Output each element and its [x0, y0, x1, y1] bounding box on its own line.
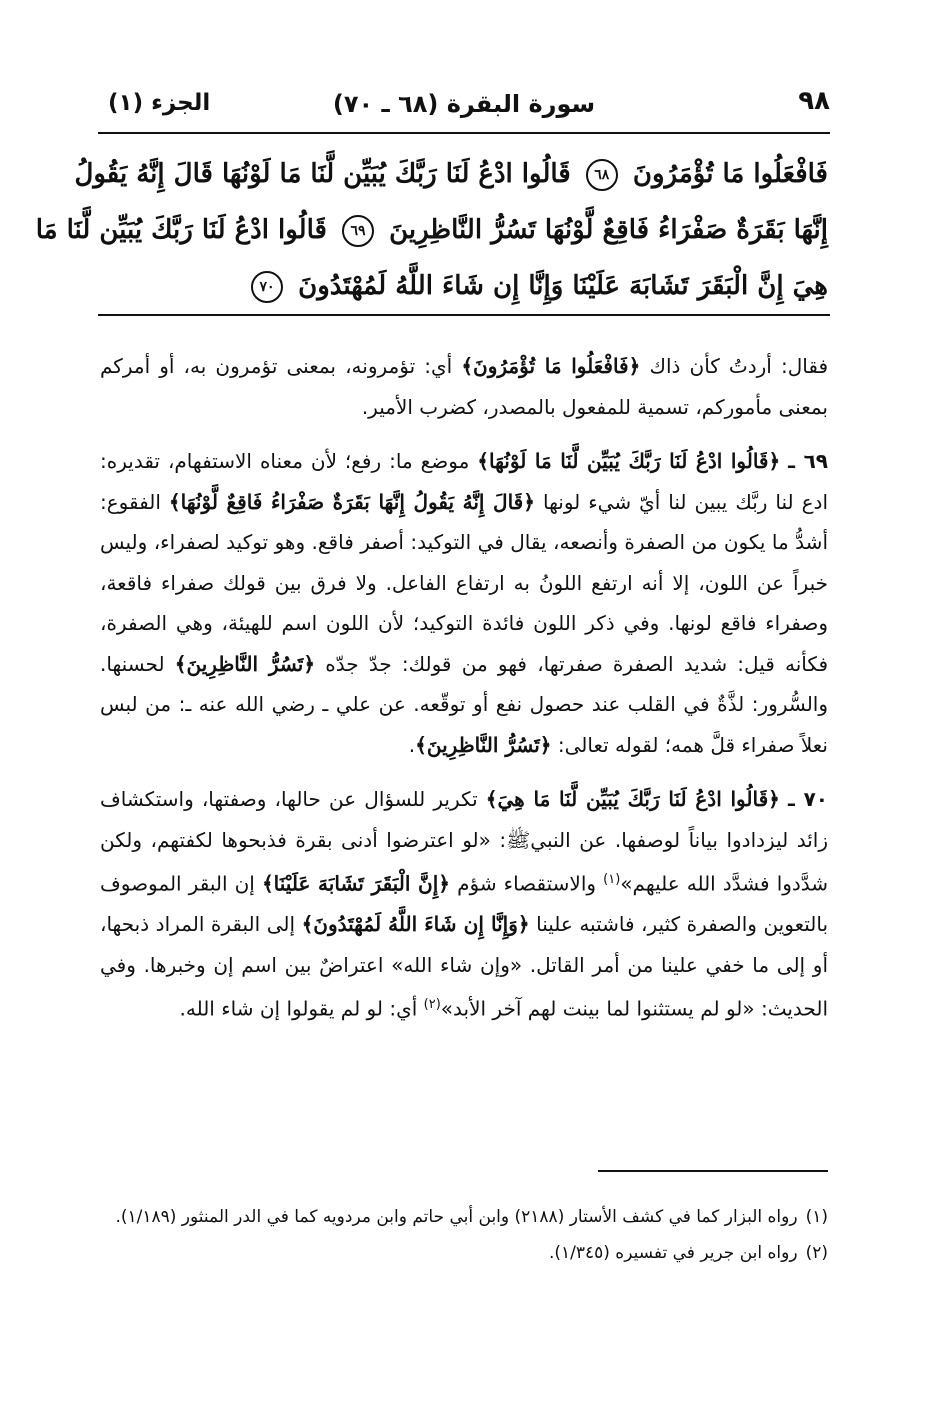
- quran-line: [35, 202, 828, 258]
- surah-title: سورة البقرة (٦٨ ـ ٧٠): [332, 90, 596, 118]
- quran-segment: إِنَّهَا بَقَرَةٌ صَفْرَاءُ فَاقِعٌ لَّوْنُهَا تَسُرُّ النَّاظِرِينَ: [389, 215, 828, 245]
- verse-number-marker: ٦٨: [586, 159, 618, 191]
- commentary-paragraph-verse-69: [100, 441, 828, 765]
- commentary-text: الفقوع: أشدُّ ما يكون من الصفرة وأنصعه، يقال في التوكيد: أصفر فاقع. وهو توكيد لصفراء، وليس خبراً عن اللون، إلا أنه ارتفع اللونُ به ارتفاع الفاعل. ولا فرق بين قولك صفراء فاقعة، وصفراء فاقع لونها. وفي ذكر اللون فائدة التوكيد؛ لأن اللون اسم للهيئة، وهي الصفرة، فكأنه قيل: شديد الصفرة صفرتها، فهو من قولك: جدّ جدّه: [100, 489, 828, 676]
- footnote-number: (١): [805, 1207, 828, 1227]
- commentary-text: موضع ما: رفع؛ لأن معناه الاستفهام، تقديره: ادع لنا ربَّك يبين لنا أيّ شيء لونها: [100, 449, 829, 514]
- commentary-text: فقال: أردتُ كأن ذاك: [649, 354, 829, 378]
- footnote-text: رواه البزار كما في كشف الأستار (٢١٨٨) وابن أبي حاتم وابن مردويه كما في الدر المنثور (١/١٨٩).: [115, 1207, 798, 1227]
- quran-quote: ﴿تَسُرُّ النَّاظِرِينَ﴾: [415, 732, 552, 757]
- commentary-text: أي: تؤمرونه، بمعنى تؤمرون به، أو أمركم بمعنى مأموركم، تسمية للمفعول بالمصدر، كضرب الأمير.: [100, 354, 828, 419]
- commentary-paragraph: [100, 346, 828, 427]
- commentary-text: والاستقصاء شؤم: [457, 871, 597, 896]
- footnote-reference[interactable]: (٢): [423, 997, 441, 1013]
- page-header: [98, 86, 830, 126]
- footnotes-block: [100, 1202, 828, 1274]
- quran-quote: ﴿تَسُرُّ النَّاظِرِينَ﴾: [174, 651, 316, 676]
- commentary-paragraph-verse-70: [100, 779, 828, 1029]
- footnote: [100, 1238, 828, 1268]
- verse-number: ٦٩ ـ: [788, 449, 828, 473]
- quran-quote: ﴿قَالَ إِنَّهُ يَقُولُ إِنَّهَا بَقَرَةٌ صَفْرَاءُ فَاقِعٌ لَّوْنُهَا﴾: [168, 489, 535, 514]
- footnote-text: رواه ابن جرير في تفسيره (١/٣٤٥).: [548, 1243, 798, 1263]
- commentary-block: [100, 346, 828, 1029]
- quran-segment: قَالُوا ادْعُ لَنَا رَبَّكَ يُبَيِّن لَّنَا مَا: [35, 215, 327, 245]
- quran-quote: ﴿إِنَّ الْبَقَرَ تَشَابَهَ عَلَيْنَا﴾: [261, 871, 451, 896]
- footnote-reference[interactable]: (١): [603, 872, 621, 887]
- commentary-text: لحسنها. والسُّرور: لذَّةٌ في القلب عند حصول نفع أو توقّعه. عن علي ـ رضي الله عنه ـ: من لبس نعلاً صفراء قلَّ همه؛ لقوله تعالى:: [100, 651, 828, 757]
- quran-line: [100, 258, 828, 314]
- commentary-text: إلى البقرة المراد ذبحها، أو إلى ما خفي علينا من أمر القاتل. «وإن شاء الله» اعتراضٌ بين اسم إن وخبرها. وفي الحديث: «لو لم يستثنوا لما بينت لهم آخر الأبد»: [100, 912, 828, 1021]
- verse-number: ٧٠ ـ: [788, 787, 828, 811]
- quran-segment: فَافْعَلُوا مَا تُؤْمَرُونَ: [632, 159, 828, 189]
- quran-quote: ﴿وَإِنَّا إِن شَاءَ اللَّهُ لَمُهْتَدُونَ﴾: [301, 912, 530, 937]
- quran-text-block: [35, 146, 828, 314]
- quran-divider: [98, 314, 830, 316]
- quran-segment: هِيَ إِنَّ الْبَقَرَ تَشَابَهَ عَلَيْنَا وَإِنَّا إِن شَاءَ اللَّهُ لَمُهْتَدُونَ: [298, 271, 828, 301]
- page-number: ٩٨: [798, 86, 830, 116]
- commentary-text: إن البقر الموصوف بالتعوين والصفرة كثير، فاشتبه علينا: [100, 871, 829, 937]
- footnote-divider: [598, 1170, 828, 1172]
- quran-quote: ﴿فَافْعَلُوا مَا تُؤْمَرُونَ﴾: [461, 354, 641, 378]
- quran-quote: ﴿قَالُوا ادْعُ لَنَا رَبَّكَ يُبَيِّن لَّنَا مَا لَوْنُهَا﴾: [477, 449, 781, 473]
- header-divider: [98, 132, 830, 134]
- commentary-text: تكرير للسؤال عن حالها، وصفتها، واستكشاف زائد ليزدادوا بياناً لوصفها. عن النبيﷺ: «لو اعترضوا أدنى بقرة فذبحوها لكفتهم، ولكن شدَّدوا فشدَّد الله عليهم»: [100, 787, 829, 896]
- verse-number-marker: ٦٩: [342, 215, 374, 247]
- footnote: [100, 1202, 828, 1232]
- commentary-text: أي: لو لم يقولوا إن شاء الله.: [179, 996, 418, 1021]
- juz-label: الجزء (١): [108, 90, 211, 116]
- quran-line: [74, 146, 828, 202]
- quran-quote: ﴿قَالُوا ادْعُ لَنَا رَبَّكَ يُبَيِّن لَّنَا مَا هِيَ﴾: [485, 787, 780, 811]
- verse-number-marker: ٧٠: [251, 271, 283, 303]
- commentary-text: .: [408, 732, 416, 757]
- footnote-number: (٢): [805, 1243, 828, 1263]
- quran-segment: قَالُوا ادْعُ لَنَا رَبَّكَ يُبَيِّن لَّنَا مَا لَوْنُهَا قَالَ إِنَّهُ يَقُولُ: [74, 159, 571, 189]
